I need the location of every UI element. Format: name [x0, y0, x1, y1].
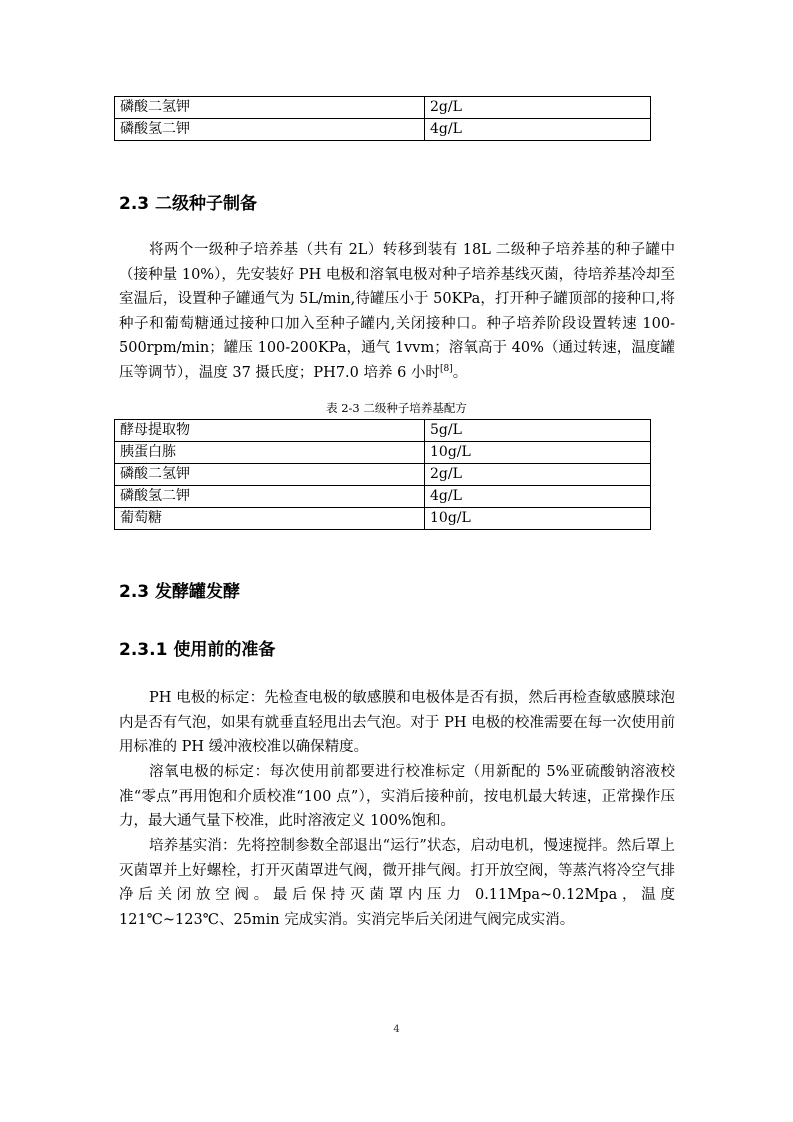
table-row — [115, 464, 651, 486]
section-heading-secondary-seed: 2.3 二级种子制备 — [119, 194, 258, 214]
paragraph-secondary-seed — [119, 238, 675, 385]
table-row — [115, 442, 651, 464]
paragraph-sterilization: 培养基实消：先将控制参数全部退出“运行”状态，启动电机，慢速搅拌。然后罩上灭菌罩并上好螺栓，打开灭菌罩进气阀，微开排气阀。打开放空阀，等蒸汽将冷空气排净后关闭放空阀。最后保持灭菌罩内压力 0.11Mpa~0.12Mpa，温度 121℃~123℃、25min 完成实消。实消完毕后关闭进气阀完成实消。 — [119, 838, 675, 928]
paragraph-end: 。 — [452, 364, 468, 381]
ingredient-amount: 4g/L — [425, 119, 651, 141]
paragraph-ph-electrode: PH 电极的标定：先检查电极的敏感膜和电极体是否有损，然后再检查敏感膜球泡内是否有气泡，如果有就垂直轻甩出去气泡。对于 PH 电极的校准需要在每一次使用前用标准的 PH 缓冲液校准以确保精度。 — [119, 690, 675, 755]
ingredient-name: 磷酸二氢钾 — [115, 464, 425, 486]
ingredient-name: 胰蛋白胨 — [115, 442, 425, 464]
table-row — [115, 97, 651, 119]
page-number: 4 — [393, 1024, 400, 1035]
ingredient-name: 磷酸氢二钾 — [115, 486, 425, 508]
table-caption: 表 2-3 二级种子培养基配方 — [326, 401, 467, 415]
ingredient-amount: 5g/L — [425, 420, 651, 442]
section-heading-fermentation: 2.3 发酵罐发酵 — [119, 582, 241, 602]
ingredient-amount: 10g/L — [425, 442, 651, 464]
ingredient-name: 磷酸氢二钾 — [115, 119, 425, 141]
table-row — [115, 119, 651, 141]
citation-ref: [8] — [439, 363, 453, 374]
secondary-seed-medium-table — [114, 419, 651, 530]
ingredient-amount: 4g/L — [425, 486, 651, 508]
ingredient-amount: 2g/L — [425, 97, 651, 119]
ingredient-name: 磷酸二氢钾 — [115, 97, 425, 119]
paragraph-text: 将两个一级种子培养基（共有 2L）转移到装有 18L 二级种子培养基的种子罐中（接种量 10%），先安装好 PH 电极和溶氧电极对种子培养基线灭菌，待培养基冷却至室温后，设置种子罐通气为 5L/min,待罐压小于 50KPa，打开种子罐顶部的接种口,将种子和葡萄糖通过接种口加入至种子罐内,关闭接种口。种子培养阶段设置转速 100-500rpm/min；罐压 100-200KPa，通气 1vvm；溶氧高于 40%（通过转速，温度罐压等调节），温度 37 摄氏度；PH7.0 培养 6 小时 — [119, 242, 675, 381]
ingredient-amount: 10g/L — [425, 508, 651, 530]
subsection-heading-preparation: 2.3.1 使用前的准备 — [119, 640, 276, 660]
table-row — [115, 420, 651, 442]
ingredient-name: 葡萄糖 — [115, 508, 425, 530]
table-row — [115, 486, 651, 508]
table-row — [115, 508, 651, 530]
paragraph-do-electrode: 溶氧电极的标定：每次使用前都要进行校准标定（用新配的 5%亚硫酸钠溶液校准“零点”再用饱和介质校准“100 点”），实消后接种前，按电机最大转速，正常操作压力，最大通气量下校准，此时溶液定义 100%饱和。 — [119, 764, 675, 829]
ingredient-name: 酵母提取物 — [115, 420, 425, 442]
ingredient-amount: 2g/L — [425, 464, 651, 486]
medium-table-top — [114, 96, 651, 141]
